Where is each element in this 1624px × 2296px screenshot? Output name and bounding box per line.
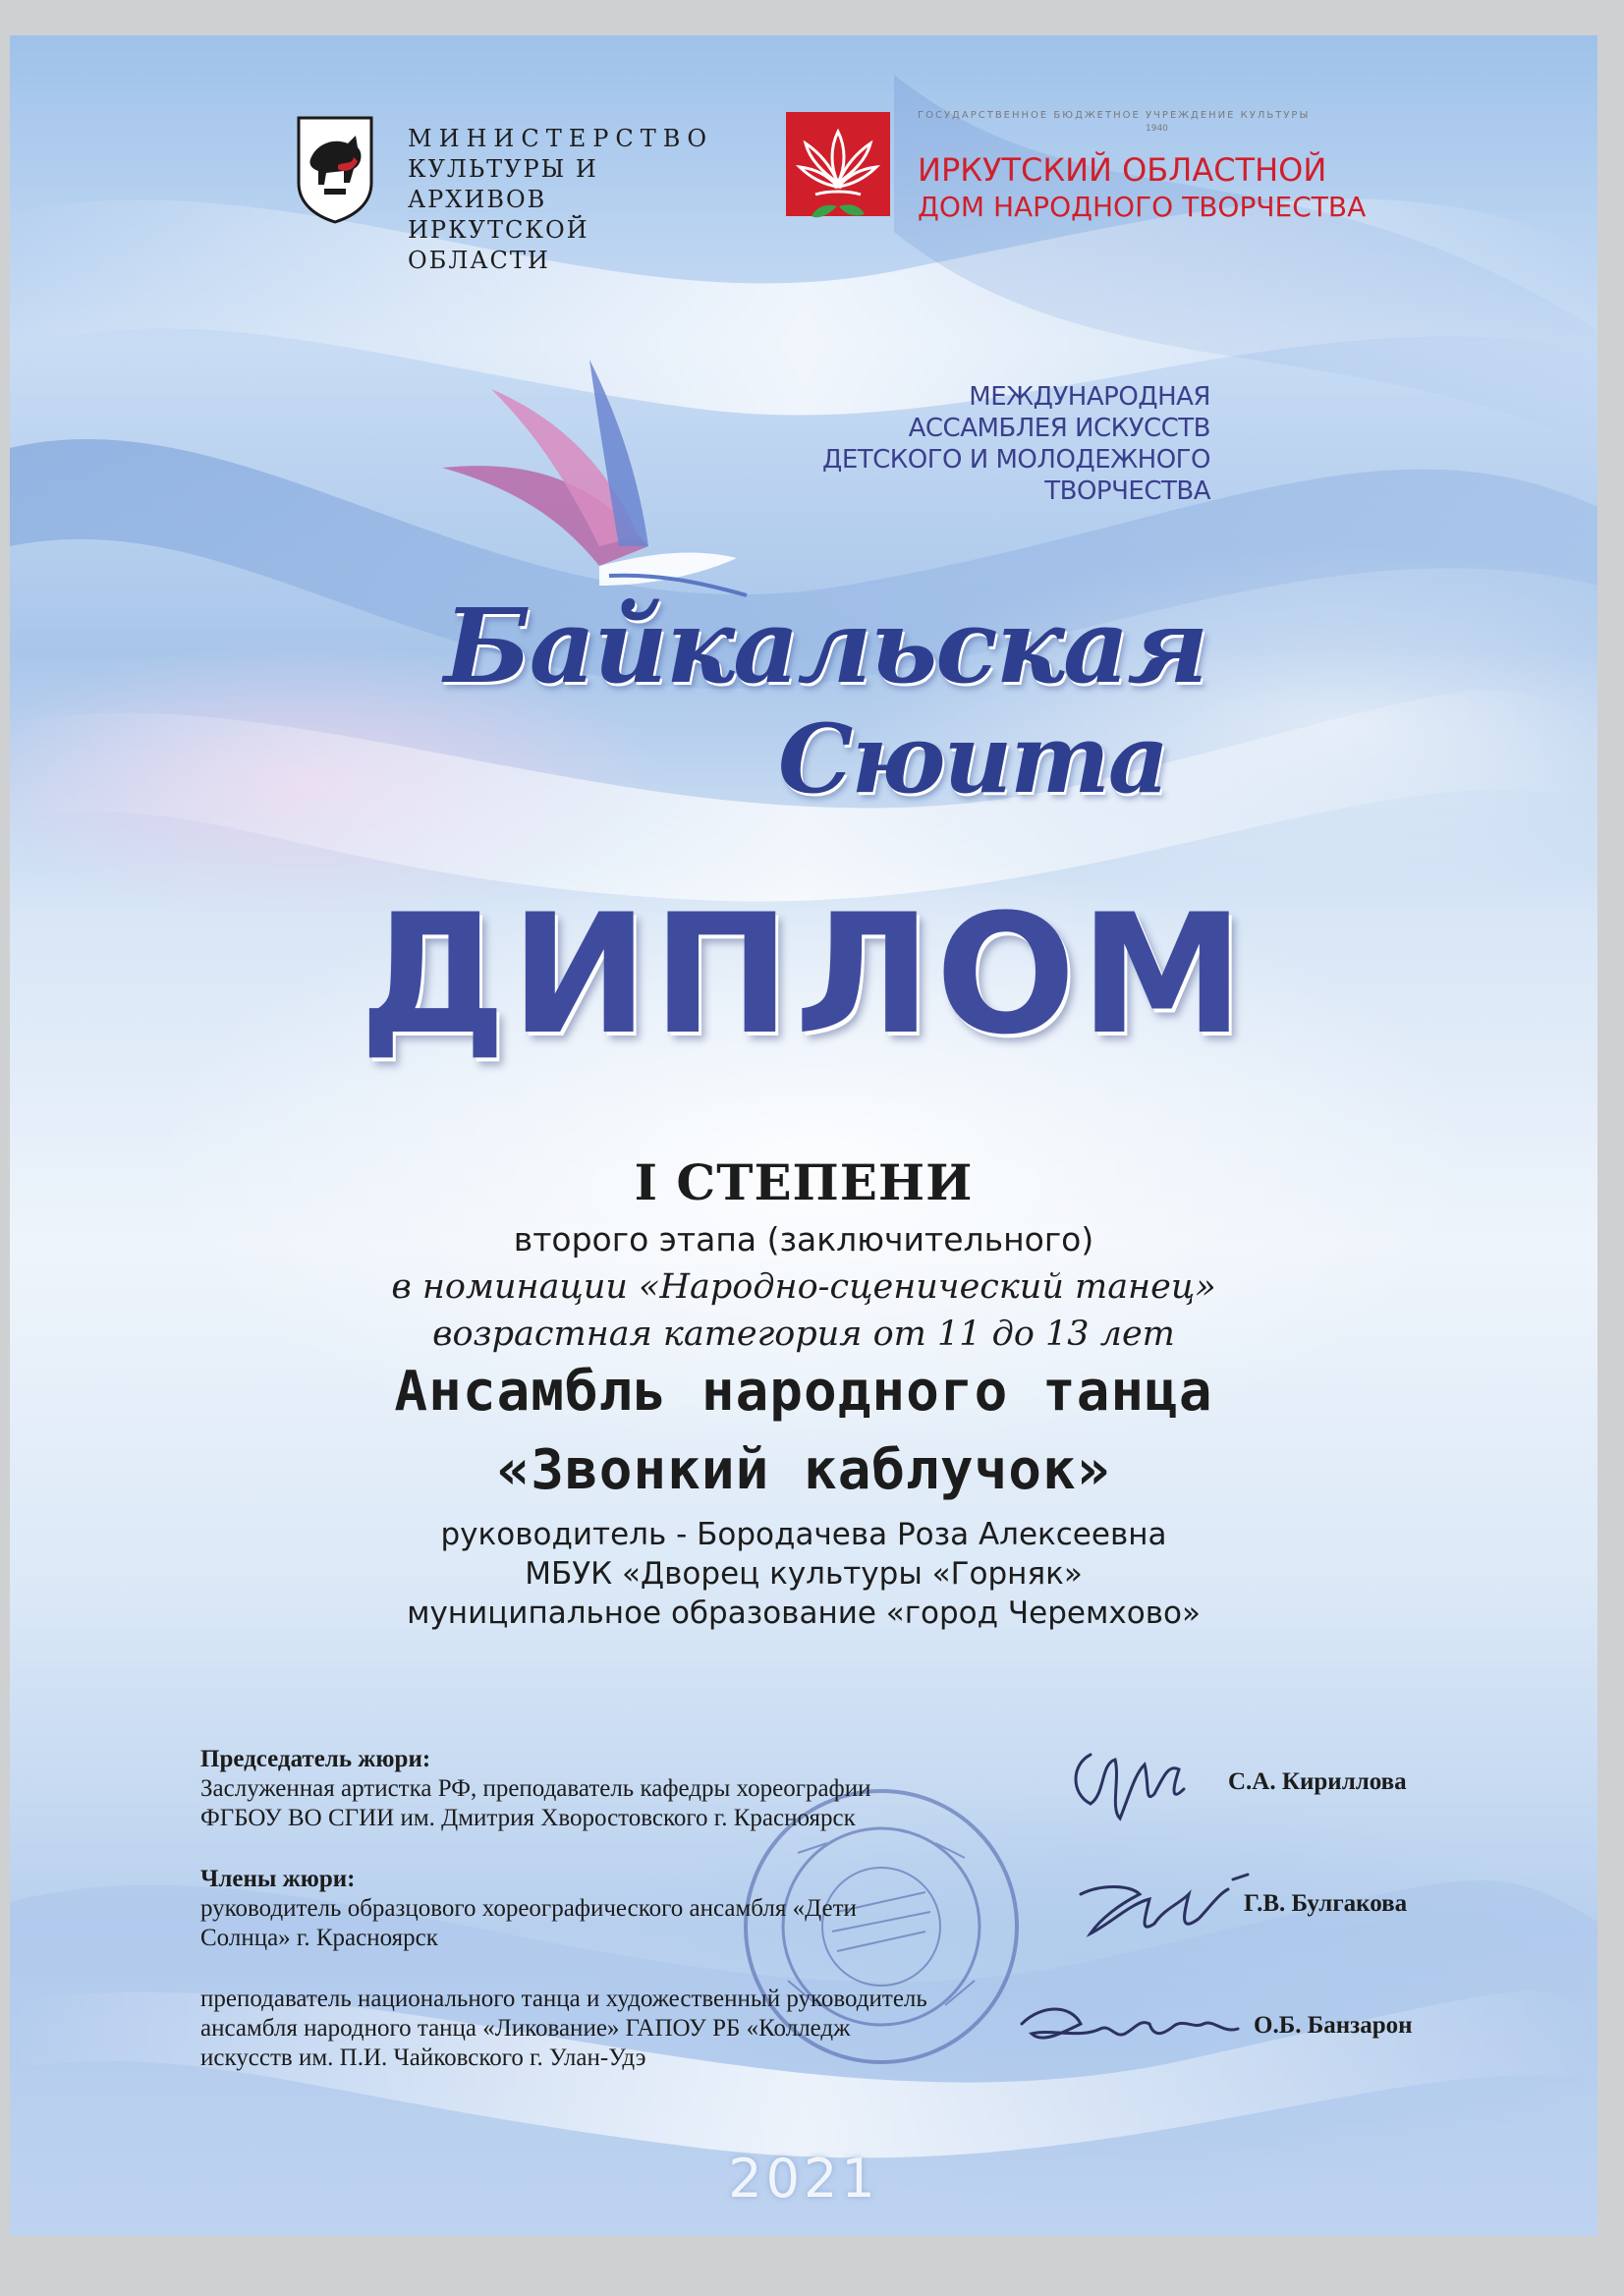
stage: второго этапа (заключительного) (513, 1220, 1094, 1259)
house-name-line-2: ДОМ НАРОДНОГО ТВОРЧЕСТВА (918, 191, 1367, 223)
assembly-line-4: ТВОРЧЕСТВА (1044, 476, 1210, 506)
jury-member-2 (200, 1985, 1045, 2073)
jury-member-1 (200, 1865, 1006, 1953)
ensemble-name-line-1: Ансамбль народного танца (394, 1360, 1213, 1424)
assembly-line-1: МЕЖДУНАРОДНАЯ (969, 382, 1210, 412)
jury-chair-line-1: Заслуженная артистка РФ, преподаватель кафедры хореографии (200, 1775, 871, 1802)
degree: I СТЕПЕНИ (634, 1153, 974, 1211)
jury-member-2-line-3: искусств им. П.И. Чайковского г. Улан-Удэ (200, 2044, 646, 2071)
jury-members-heading: Члены жюри: (200, 1866, 356, 1892)
signatory-name-3: О.Б. Банзарон (1254, 2012, 1413, 2039)
house-caption: ГОСУДАРСТВЕННОЕ БЮДЖЕТНОЕ УЧРЕЖДЕНИЕ КУЛЬТУРЫ (918, 110, 1311, 121)
jury-member-2-line-2: ансамбля народного танца «Ликование» ГАПОУ РБ «Колледж (200, 2015, 851, 2042)
age-category: возрастная категория от 11 до 13 лет (432, 1315, 1175, 1354)
jury-member-1-line-2: Солнца» г. Красноярск (200, 1925, 438, 1951)
institution: МБУК «Дворец культуры «Горняк» (525, 1556, 1083, 1592)
jury-chair (200, 1745, 1006, 1833)
ensemble-leader: руководитель - Бородачева Роза Алексеевна (440, 1517, 1167, 1552)
nomination: в номинации «Народно-сценический танец» (391, 1267, 1216, 1307)
ministry-line-1: МИНИСТЕРСТВО (408, 125, 714, 152)
jury-chair-heading: Председатель жюри: (200, 1746, 431, 1772)
assembly-title (756, 381, 1210, 507)
assembly-line-2: АССАМБЛЕЯ ИСКУССТВ (908, 414, 1210, 443)
signatory-name-2: Г.В. Булгакова (1244, 1890, 1408, 1917)
festival-name-line-1: Байкальская (443, 586, 1207, 706)
ministry-line-3: ИРКУТСКОЙ ОБЛАСТИ (408, 216, 589, 274)
lotus-flower-logo-icon (786, 112, 904, 228)
year: 2021 (728, 2148, 879, 2210)
bird-wing-icon (403, 350, 756, 605)
ministry-line-2: КУЛЬТУРЫ И АРХИВОВ (408, 155, 598, 213)
house-founded-year: 1940 (1146, 124, 1168, 134)
ensemble-name-line-2: «Звонкий каблучок» (496, 1438, 1111, 1502)
irkutsk-coat-of-arms-icon (295, 114, 375, 224)
signature-bulgakova (1061, 1865, 1258, 1953)
house-name (918, 151, 1366, 226)
signatory-name-1: С.А. Кириллова (1228, 1768, 1407, 1795)
signature-kirillova (1061, 1735, 1208, 1833)
signature-banzaron (1002, 1985, 1258, 2073)
jury-chair-line-2: ФГБОУ ВО СГИИ им. Дмитрия Хворостовского г. Красноярск (200, 1805, 856, 1831)
jury-member-2-line-1: преподаватель национального танца и художественный руководитель (200, 1986, 927, 2012)
municipality: муниципальное образование «город Черемхово» (407, 1596, 1201, 1631)
house-name-line-1: ИРКУТСКИЙ ОБЛАСТНОЙ (918, 151, 1327, 189)
ministry-name (408, 124, 722, 276)
festival-name-line-2: Сюита (777, 703, 1168, 814)
diploma-title: ДИПЛОМ (359, 878, 1249, 1071)
diploma-sheet (10, 35, 1597, 2236)
jury-member-1-line-1: руководитель образцового хореографического ансамбля «Дети (200, 1895, 857, 1922)
assembly-line-3: ДЕТСКОГО И МОЛОДЕЖНОГО (822, 445, 1210, 475)
